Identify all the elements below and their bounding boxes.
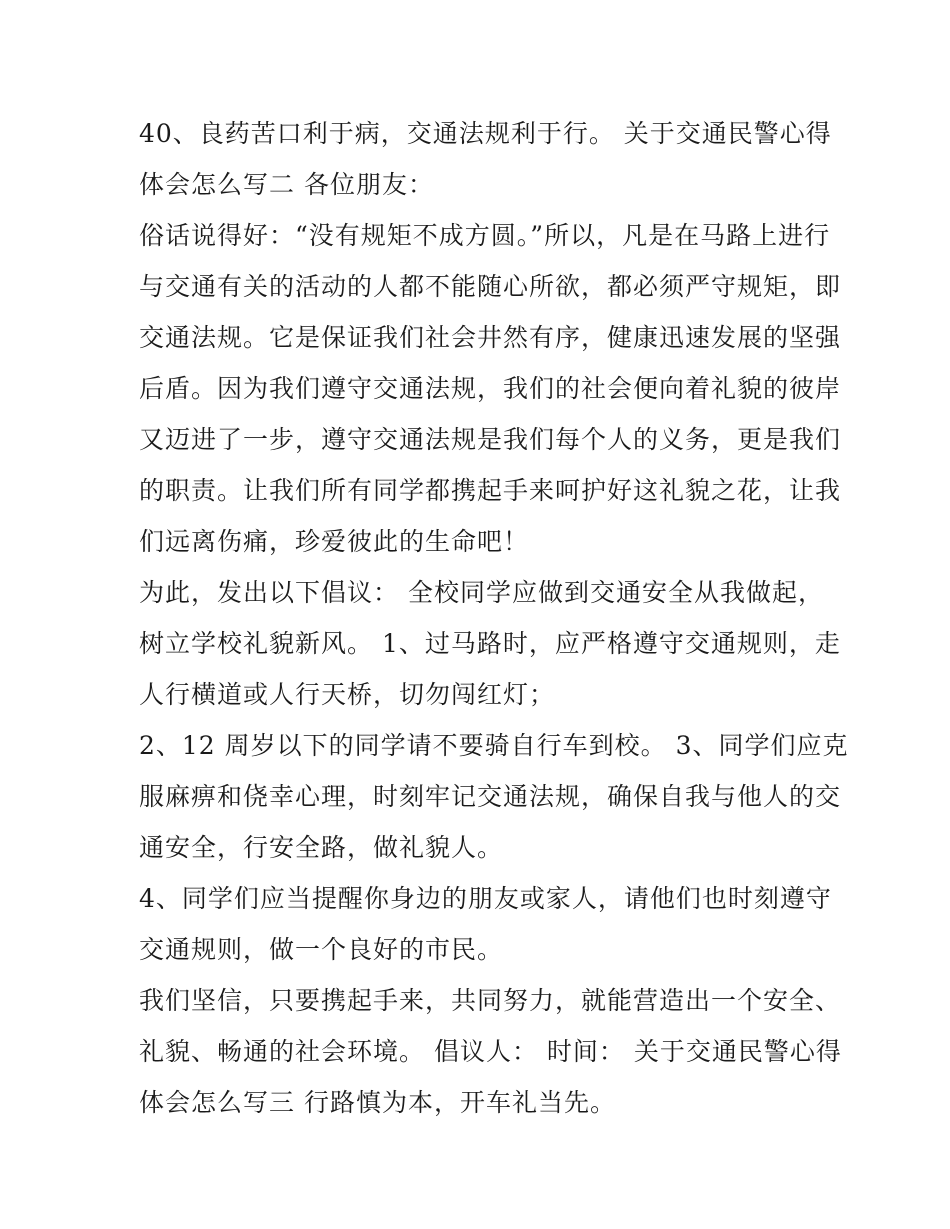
text-line: 俗话说得好：“没有规矩不成方圆。”所以，凡是在马路上进行: [139, 221, 831, 250]
text-line: 又迈进了一步，遵守交通法规是我们每个人的义务，更是我们: [139, 425, 842, 454]
text-line: 后盾。因为我们遵守交通法规，我们的社会便向着礼貌的彼岸: [139, 374, 842, 403]
text-line: 树立学校礼貌新风。 1、过马路时，应严格遵守交通规则，走: [139, 629, 841, 658]
document-body: [139, 108, 849, 1128]
text-line: 通安全，行安全路，做礼貌人。: [139, 833, 504, 862]
text-line: 体会怎么写二 各位朋友：: [139, 170, 434, 199]
text-line: 2、12 周岁以下的同学请不要骑自行车到校。 3、同学们应克: [139, 731, 849, 760]
text-line: 礼貌、畅通的社会环境。 倡议人： 时间： 关于交通民警心得: [139, 1037, 842, 1066]
text-line: 体会怎么写三 行路慎为本，开车礼当先。: [139, 1088, 616, 1117]
text-line: 交通规则，做一个良好的市民。: [139, 935, 504, 964]
text-line: 交通法规。它是保证我们社会井然有序，健康迅速发展的坚强: [139, 323, 842, 352]
text-line: 们远离伤痛，珍爱彼此的生命吧！: [139, 527, 530, 556]
text-line: 40、良药苦口利于病，交通法规利于行。 关于交通民警心得: [139, 119, 832, 148]
text-line: 为此，发出以下倡议： 全校同学应做到交通安全从我做起，: [139, 578, 824, 607]
text-line: 4、同学们应当提醒你身边的朋友或家人，请他们也时刻遵守: [139, 884, 832, 913]
text-line: 的职责。让我们所有同学都携起手来呵护好这礼貌之花，让我: [139, 476, 842, 505]
text-line: 与交通有关的活动的人都不能随心所欲，都必须严守规矩，即: [139, 272, 842, 301]
text-line: 服麻痹和侥幸心理，时刻牢记交通法规，确保自我与他人的交: [139, 782, 842, 811]
text-line: 我们坚信，只要携起手来，共同努力，就能营造出一个安全、: [139, 986, 842, 1015]
text-line: 人行横道或人行天桥，切勿闯红灯；: [139, 680, 556, 709]
